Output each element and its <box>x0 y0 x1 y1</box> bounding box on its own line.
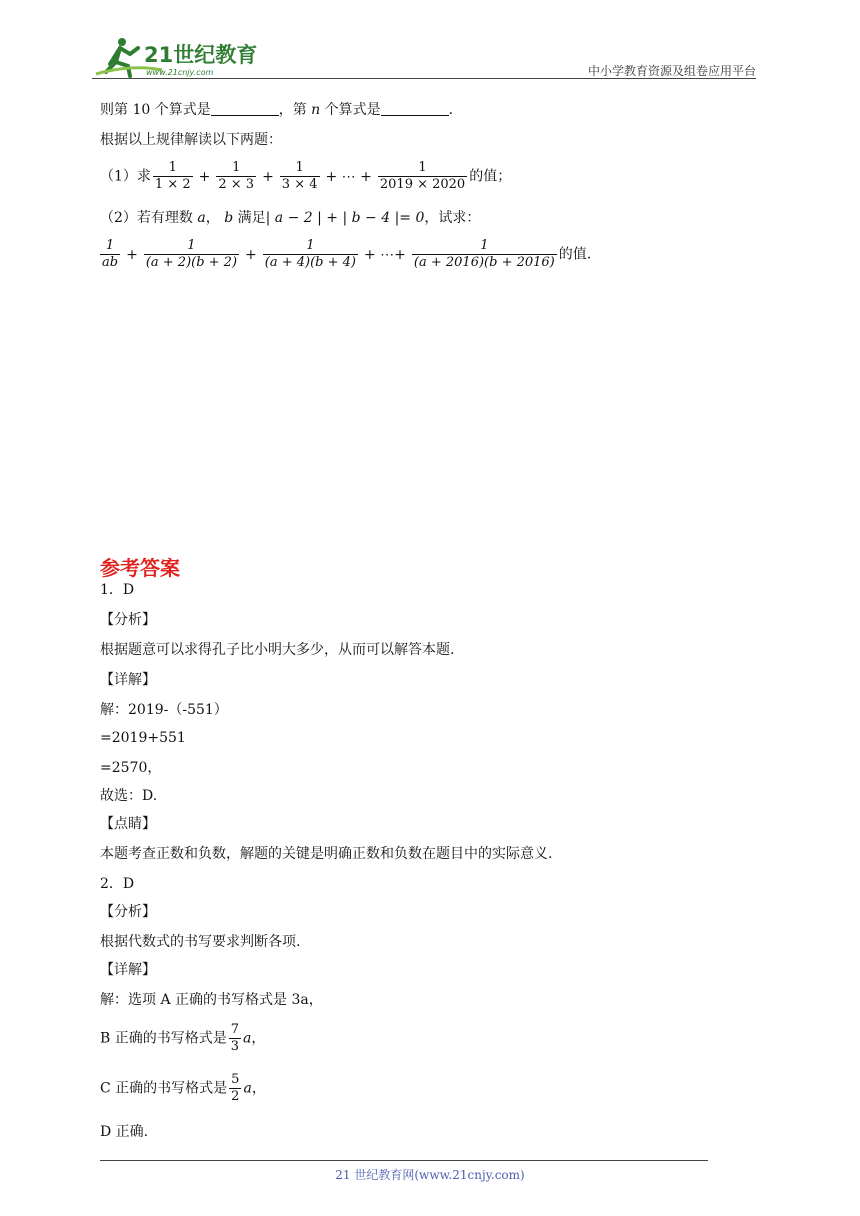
text: ，试求： <box>424 210 481 226</box>
answer-line: 【分析】 <box>100 904 156 920</box>
part-2-expression: $\frac{1}{ab}$ + $\frac{1}{(a + 2)(b + 2)}$ + $\frac{1}{(a + 4)(b + 4)}$ + ⋯+ $\frac{1}{(a + 2016)(b + 2016)}$ 的值. <box>102 238 592 270</box>
answer-line: 根据代数式的书写要求判断各项. <box>100 934 301 950</box>
var-a: a <box>197 210 206 226</box>
part-1-label: （1）求 <box>100 168 151 185</box>
text: 的值； <box>469 168 512 185</box>
fraction: $\frac{1}{2 \times 3}$ <box>218 160 255 192</box>
ellipsis: + ⋯+ <box>363 246 406 263</box>
footer-divider <box>100 1160 708 1161</box>
var-a: a <box>243 1030 252 1047</box>
fraction: $\frac{1}{(a + 2)(b + 2)}$ <box>145 238 238 270</box>
answer-line: 2．D <box>100 876 135 892</box>
logo <box>92 34 262 80</box>
logo-url: www.21cnjy.com <box>146 68 214 77</box>
answer-line: 解：2019-（-551） <box>100 702 228 718</box>
question-line-2: 根据以上规律解读以下两题： <box>100 132 282 148</box>
text: C 正确的书写格式是 <box>100 1080 228 1097</box>
fraction: $\frac{1}{1 \times 2}$ <box>154 160 191 192</box>
text: 则第 10 个算式是 <box>100 102 211 118</box>
condition: | a − 2 | + | b − 4 |= 0 <box>265 210 425 226</box>
text: B 正确的书写格式是 <box>100 1030 227 1047</box>
answer-blank <box>211 101 279 116</box>
answer-line: 故选：D. <box>100 788 158 804</box>
fraction: $\frac{1}{ab}$ <box>102 238 119 270</box>
fraction: $\frac{1}{3 \times 4}$ <box>281 160 318 192</box>
part-2-label: （2）若有理数 <box>100 210 193 226</box>
var-a: a <box>243 1080 252 1097</box>
text: ， <box>251 1030 266 1047</box>
answer-line-d: D 正确. <box>100 1124 149 1140</box>
answer-line: 1．D <box>100 582 135 598</box>
fraction: $\frac{5}{2}$ <box>231 1072 240 1104</box>
text: 的值. <box>558 246 592 263</box>
var-n: n <box>311 102 321 118</box>
answer-line: 【点睛】 <box>100 816 156 832</box>
answer-line: =2570， <box>100 760 162 776</box>
header-divider <box>92 78 756 79</box>
page-header <box>92 34 756 80</box>
answer-line: 解：选项 A 正确的书写格式是 3a， <box>100 992 323 1008</box>
fraction: $\frac{1}{(a + 4)(b + 4)}$ <box>264 238 356 270</box>
site-title: 中小学教育资源及组卷应用平台 <box>587 64 756 78</box>
text: ， <box>251 1080 266 1097</box>
logo-text: 21世纪教育 <box>144 43 258 67</box>
text: 个算式是 <box>324 102 381 118</box>
part-2 <box>100 208 480 228</box>
footer-text: 21 世纪教育网(www.21cnjy.com) <box>335 1168 525 1182</box>
answer-blank <box>381 101 449 116</box>
var-b: b <box>224 210 234 226</box>
fraction: $\frac{1}{(a + 2016)(b + 2016)}$ <box>413 238 555 270</box>
answer-line: 本题考查正数和负数，解题的关键是明确正数和负数在题目中的实际意义. <box>100 846 553 862</box>
question-line-1 <box>100 100 453 120</box>
text: ，第 <box>278 102 307 118</box>
answer-line-b <box>100 1022 265 1055</box>
answers-title: 参考答案 <box>100 556 180 580</box>
text: . <box>448 102 454 118</box>
ellipsis: + ⋯ + <box>325 168 372 185</box>
answer-line: 【详解】 <box>100 962 156 978</box>
answer-line: 根据题意可以求得孔子比小明大多少，从而可以解答本题. <box>100 642 455 658</box>
part-1: （1）求 $\frac{1}{1 \times 2}$ + $\frac{1}{2 \times 3}$ + $\frac{1}{3 \times 4}$ + ⋯ + $\frac{1}{2019 \times 2020}$ 的值； <box>100 160 512 192</box>
answer-line-c <box>100 1072 266 1105</box>
fraction: $\frac{1}{2019 \times 2020}$ <box>379 160 466 192</box>
text: ， <box>205 210 220 226</box>
text: 满足 <box>237 210 266 226</box>
answer-line: =2019+551 <box>100 730 186 746</box>
answer-line: 【分析】 <box>100 612 156 628</box>
fraction: $\frac{7}{3}$ <box>230 1022 240 1054</box>
answer-line: 【详解】 <box>100 672 156 688</box>
